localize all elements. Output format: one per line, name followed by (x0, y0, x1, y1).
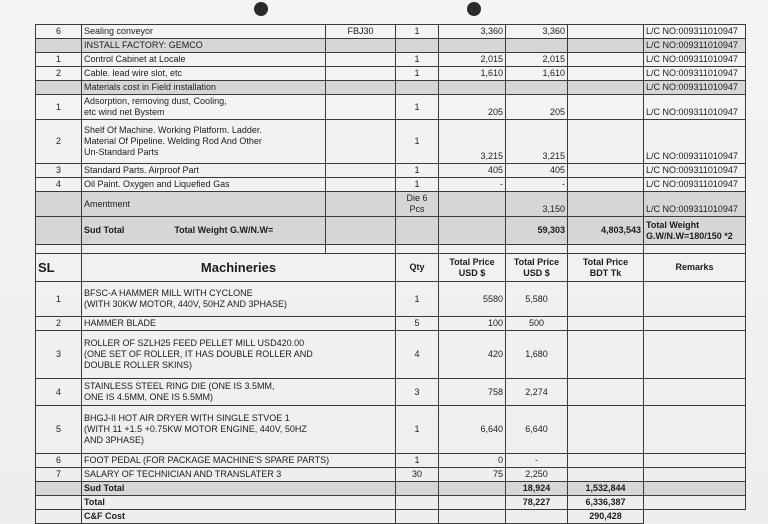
remark-cell (644, 282, 746, 317)
qty-cell (396, 81, 439, 95)
sl-cell: 1 (36, 95, 82, 120)
totals-label: Total (82, 496, 396, 510)
header-bdt: Total Price BDT Tk (568, 254, 644, 282)
table-row (36, 331, 746, 379)
sl-cell: 6 (36, 454, 82, 468)
qty-cell: 1 (396, 25, 439, 39)
remark-cell: L/C NO:009311010947 (644, 53, 746, 67)
totals-row (36, 496, 746, 510)
sl-cell: 1 (36, 53, 82, 67)
empty-cell (644, 245, 746, 254)
description-cell: BHGJ-II HOT AIR DRYER WITH SINGLE STVOE 1 (WITH 11 +1.5 +0.75KW MOTOR ENGINE, 440V, 50HZ AND 3PHASE) (82, 406, 396, 454)
totals-usd (506, 510, 568, 524)
model-cell (326, 120, 396, 164)
qty-cell (396, 482, 439, 496)
sl-cell (36, 39, 82, 53)
empty-cell (36, 245, 82, 254)
price-cell (439, 510, 506, 524)
sl-cell: 2 (36, 120, 82, 164)
qty-cell: 1 (396, 53, 439, 67)
model-cell (326, 81, 396, 95)
description-cell: ROLLER OF SZLH25 FEED PELLET MILL USD420.00 (ONE SET OF ROLLER, IT HAS DOUBLE ROLLER AND DOUBLE ROLLER SKINS) (82, 331, 396, 379)
qty-cell: 30 (396, 468, 439, 482)
qty-cell (396, 510, 439, 524)
totals-usd: 78,227 (506, 496, 568, 510)
total-cell: 1,610 (506, 67, 568, 81)
total-cell: - (506, 178, 568, 192)
price-cell (439, 217, 506, 245)
table-row (36, 25, 746, 39)
table-row (36, 53, 746, 67)
remark-cell (644, 496, 746, 510)
description-cell: Adsorption, removing dust, Cooling, etc wind net Bystem (82, 95, 326, 120)
remark-cell (644, 406, 746, 454)
description-cell: Amentment (82, 192, 326, 217)
model-cell (326, 164, 396, 178)
price-cell: - (439, 178, 506, 192)
qty-cell: 1 (396, 120, 439, 164)
price-cell: 3,215 (439, 120, 506, 164)
price-cell: 3,360 (439, 25, 506, 39)
remark-cell (644, 317, 746, 331)
remark-cell: L/C NO:009311010947 (644, 178, 746, 192)
total-cell (506, 39, 568, 53)
table-row (36, 192, 746, 217)
qty-cell: 1 (396, 164, 439, 178)
table-row (36, 379, 746, 406)
price-cell: 405 (439, 164, 506, 178)
qty-cell: Die 6 Pcs (396, 192, 439, 217)
bdt-cell (568, 454, 644, 468)
description-cell: STAINLESS STEEL RING DIE (ONE IS 3.5MM, ONE IS 4.5MM, ONE IS 5.5MM) (82, 379, 396, 406)
total-cell: 5,580 (506, 282, 568, 317)
description-cell: Cable. lead wire slot, etc (82, 67, 326, 81)
bdt-cell (568, 317, 644, 331)
remark-cell: L/C NO:009311010947 (644, 67, 746, 81)
sl-cell: 4 (36, 379, 82, 406)
bdt-cell (568, 95, 644, 120)
qty-cell: 1 (396, 454, 439, 468)
header-sl: SL (36, 254, 82, 282)
empty-cell (506, 245, 568, 254)
price-cell: 100 (439, 317, 506, 331)
weight-label: Total Weight G.W/N.W= (174, 225, 274, 235)
total-cell: 2,015 (506, 53, 568, 67)
description-cell: Materials cost in Field installation (82, 81, 326, 95)
remark-cell: L/C NO:009311010947 (644, 192, 746, 217)
total-cell: 3,215 (506, 120, 568, 164)
description-cell: Control Cabinet at Locale (82, 53, 326, 67)
remark-cell (644, 454, 746, 468)
totals-bdt: 1,532,844 (568, 482, 644, 496)
total-cell: 500 (506, 317, 568, 331)
price-cell (439, 39, 506, 53)
bdt-cell (568, 282, 644, 317)
price-cell: 205 (439, 95, 506, 120)
header-total: Total Price USD $ (506, 254, 568, 282)
totals-row (36, 510, 746, 524)
remark-cell (644, 510, 746, 524)
sl-cell (36, 192, 82, 217)
punch-hole-left (254, 2, 268, 16)
bdt-cell (568, 81, 644, 95)
sl-cell: 6 (36, 25, 82, 39)
sl-cell (36, 81, 82, 95)
totals-bdt: 290,428 (568, 510, 644, 524)
qty-cell: 1 (396, 95, 439, 120)
remark-cell (644, 331, 746, 379)
model-cell: FBJ30 (326, 25, 396, 39)
description-cell: HAMMER BLADE (82, 317, 396, 331)
model-cell (326, 95, 396, 120)
header-qty: Qty (396, 254, 439, 282)
price-cell: 5580 (439, 282, 506, 317)
total-cell: 1,680 (506, 331, 568, 379)
remark-cell: L/C NO:009311010947 (644, 39, 746, 53)
sl-cell (36, 510, 82, 524)
price-cell: 420 (439, 331, 506, 379)
sl-cell: 3 (36, 331, 82, 379)
empty-cell (396, 245, 439, 254)
subtotal-usd: 59,303 (506, 217, 568, 245)
bdt-cell (568, 379, 644, 406)
table-row (36, 178, 746, 192)
qty-cell: 1 (396, 406, 439, 454)
table-row (36, 454, 746, 468)
totals-label: Sud Total (82, 482, 396, 496)
subtotal-row (36, 217, 746, 245)
remark-cell (644, 482, 746, 496)
model-cell (326, 178, 396, 192)
price-cell: 758 (439, 379, 506, 406)
weight-remark: Total Weight G.W/N.W=180/150 *2 (644, 217, 746, 245)
totals-bdt: 6,336,387 (568, 496, 644, 510)
qty-cell (396, 217, 439, 245)
qty-cell: 1 (396, 67, 439, 81)
bdt-cell (568, 164, 644, 178)
table-row (36, 95, 746, 120)
total-cell: 405 (506, 164, 568, 178)
model-cell (326, 192, 396, 217)
table-row (36, 81, 746, 95)
qty-cell (396, 496, 439, 510)
price-cell (439, 482, 506, 496)
sl-cell (36, 482, 82, 496)
bdt-cell (568, 25, 644, 39)
header-remarks: Remarks (644, 254, 746, 282)
total-cell: 2,250 (506, 468, 568, 482)
remark-cell: L/C NO:009311010947 (644, 120, 746, 164)
price-cell: 6,640 (439, 406, 506, 454)
price-cell: 75 (439, 468, 506, 482)
empty-cell (82, 245, 326, 254)
header-title: Machineries (82, 254, 396, 282)
description-cell: Oil Paint. Oxygen and Liquefied Gas (82, 178, 326, 192)
bdt-cell (568, 406, 644, 454)
table-row (36, 120, 746, 164)
totals-usd: 18,924 (506, 482, 568, 496)
spacer-row (36, 245, 746, 254)
total-cell: 6,640 (506, 406, 568, 454)
remark-cell: L/C NO:009311010947 (644, 95, 746, 120)
bdt-cell (568, 468, 644, 482)
sl-cell: 7 (36, 468, 82, 482)
totals-row (36, 482, 746, 496)
table-row (36, 164, 746, 178)
table-row (36, 406, 746, 454)
total-cell: - (506, 454, 568, 468)
model-cell (326, 67, 396, 81)
description-cell: Shelf Of Machine. Working Platform. Ladder. Material Of Pipeline. Welding Rod And Other Un-Standard Parts (82, 120, 326, 164)
bdt-cell (568, 67, 644, 81)
qty-cell: 3 (396, 379, 439, 406)
price-cell (439, 496, 506, 510)
remark-cell: L/C NO:009311010947 (644, 164, 746, 178)
description-cell: FOOT PEDAL (FOR PACKAGE MACHINE'S SPARE PARTS) (82, 454, 396, 468)
description-cell: Sealing conveyor (82, 25, 326, 39)
sl-cell: 1 (36, 282, 82, 317)
model-cell (326, 53, 396, 67)
subtotal-bdt: 4,803,543 (568, 217, 644, 245)
sl-cell: 4 (36, 178, 82, 192)
sl-cell: 5 (36, 406, 82, 454)
sl-cell (36, 217, 82, 245)
price-cell (439, 81, 506, 95)
bdt-cell (568, 331, 644, 379)
bdt-cell (568, 53, 644, 67)
qty-cell: 4 (396, 331, 439, 379)
qty-cell: 1 (396, 178, 439, 192)
table-row (36, 67, 746, 81)
sl-cell (36, 496, 82, 510)
price-cell: 2,015 (439, 53, 506, 67)
description-cell: INSTALL FACTORY: GEMCO (82, 39, 326, 53)
description-cell: BFSC-A HAMMER MILL WITH CYCLONE (WITH 30KW MOTOR, 440V, 50HZ AND 3PHASE) (82, 282, 396, 317)
bdt-cell (568, 120, 644, 164)
total-cell: 205 (506, 95, 568, 120)
header-row (36, 254, 746, 282)
totals-label: C&F Cost (82, 510, 396, 524)
sl-cell: 2 (36, 317, 82, 331)
remark-cell: L/C NO:009311010947 (644, 25, 746, 39)
remark-cell (644, 379, 746, 406)
total-cell (506, 81, 568, 95)
description-cell: Standard Parts. Airproof Part (82, 164, 326, 178)
sl-cell: 2 (36, 67, 82, 81)
sl-cell: 3 (36, 164, 82, 178)
punch-hole-right (467, 2, 481, 16)
bdt-cell (568, 192, 644, 217)
qty-cell: 1 (396, 282, 439, 317)
empty-cell (326, 245, 396, 254)
subtotal-label: Sud Total (84, 225, 125, 235)
price-cell: 0 (439, 454, 506, 468)
model-cell (326, 217, 396, 245)
total-cell: 3,360 (506, 25, 568, 39)
cost-table (35, 24, 746, 524)
empty-cell (568, 245, 644, 254)
bdt-cell (568, 178, 644, 192)
header-price: Total Price USD $ (439, 254, 506, 282)
table-row (36, 282, 746, 317)
qty-cell (396, 39, 439, 53)
remark-cell: L/C NO:009311010947 (644, 81, 746, 95)
price-cell (439, 192, 506, 217)
total-cell: 2,274 (506, 379, 568, 406)
table-row (36, 468, 746, 482)
remark-cell (644, 468, 746, 482)
price-cell: 1,610 (439, 67, 506, 81)
model-cell (326, 39, 396, 53)
qty-cell: 5 (396, 317, 439, 331)
subtotal-label-cell (82, 217, 326, 245)
empty-cell (439, 245, 506, 254)
bdt-cell (568, 39, 644, 53)
table-row (36, 317, 746, 331)
description-cell: SALARY OF TECHNICIAN AND TRANSLATER 3 (82, 468, 396, 482)
table-row (36, 39, 746, 53)
total-cell: 3,150 (506, 192, 568, 217)
